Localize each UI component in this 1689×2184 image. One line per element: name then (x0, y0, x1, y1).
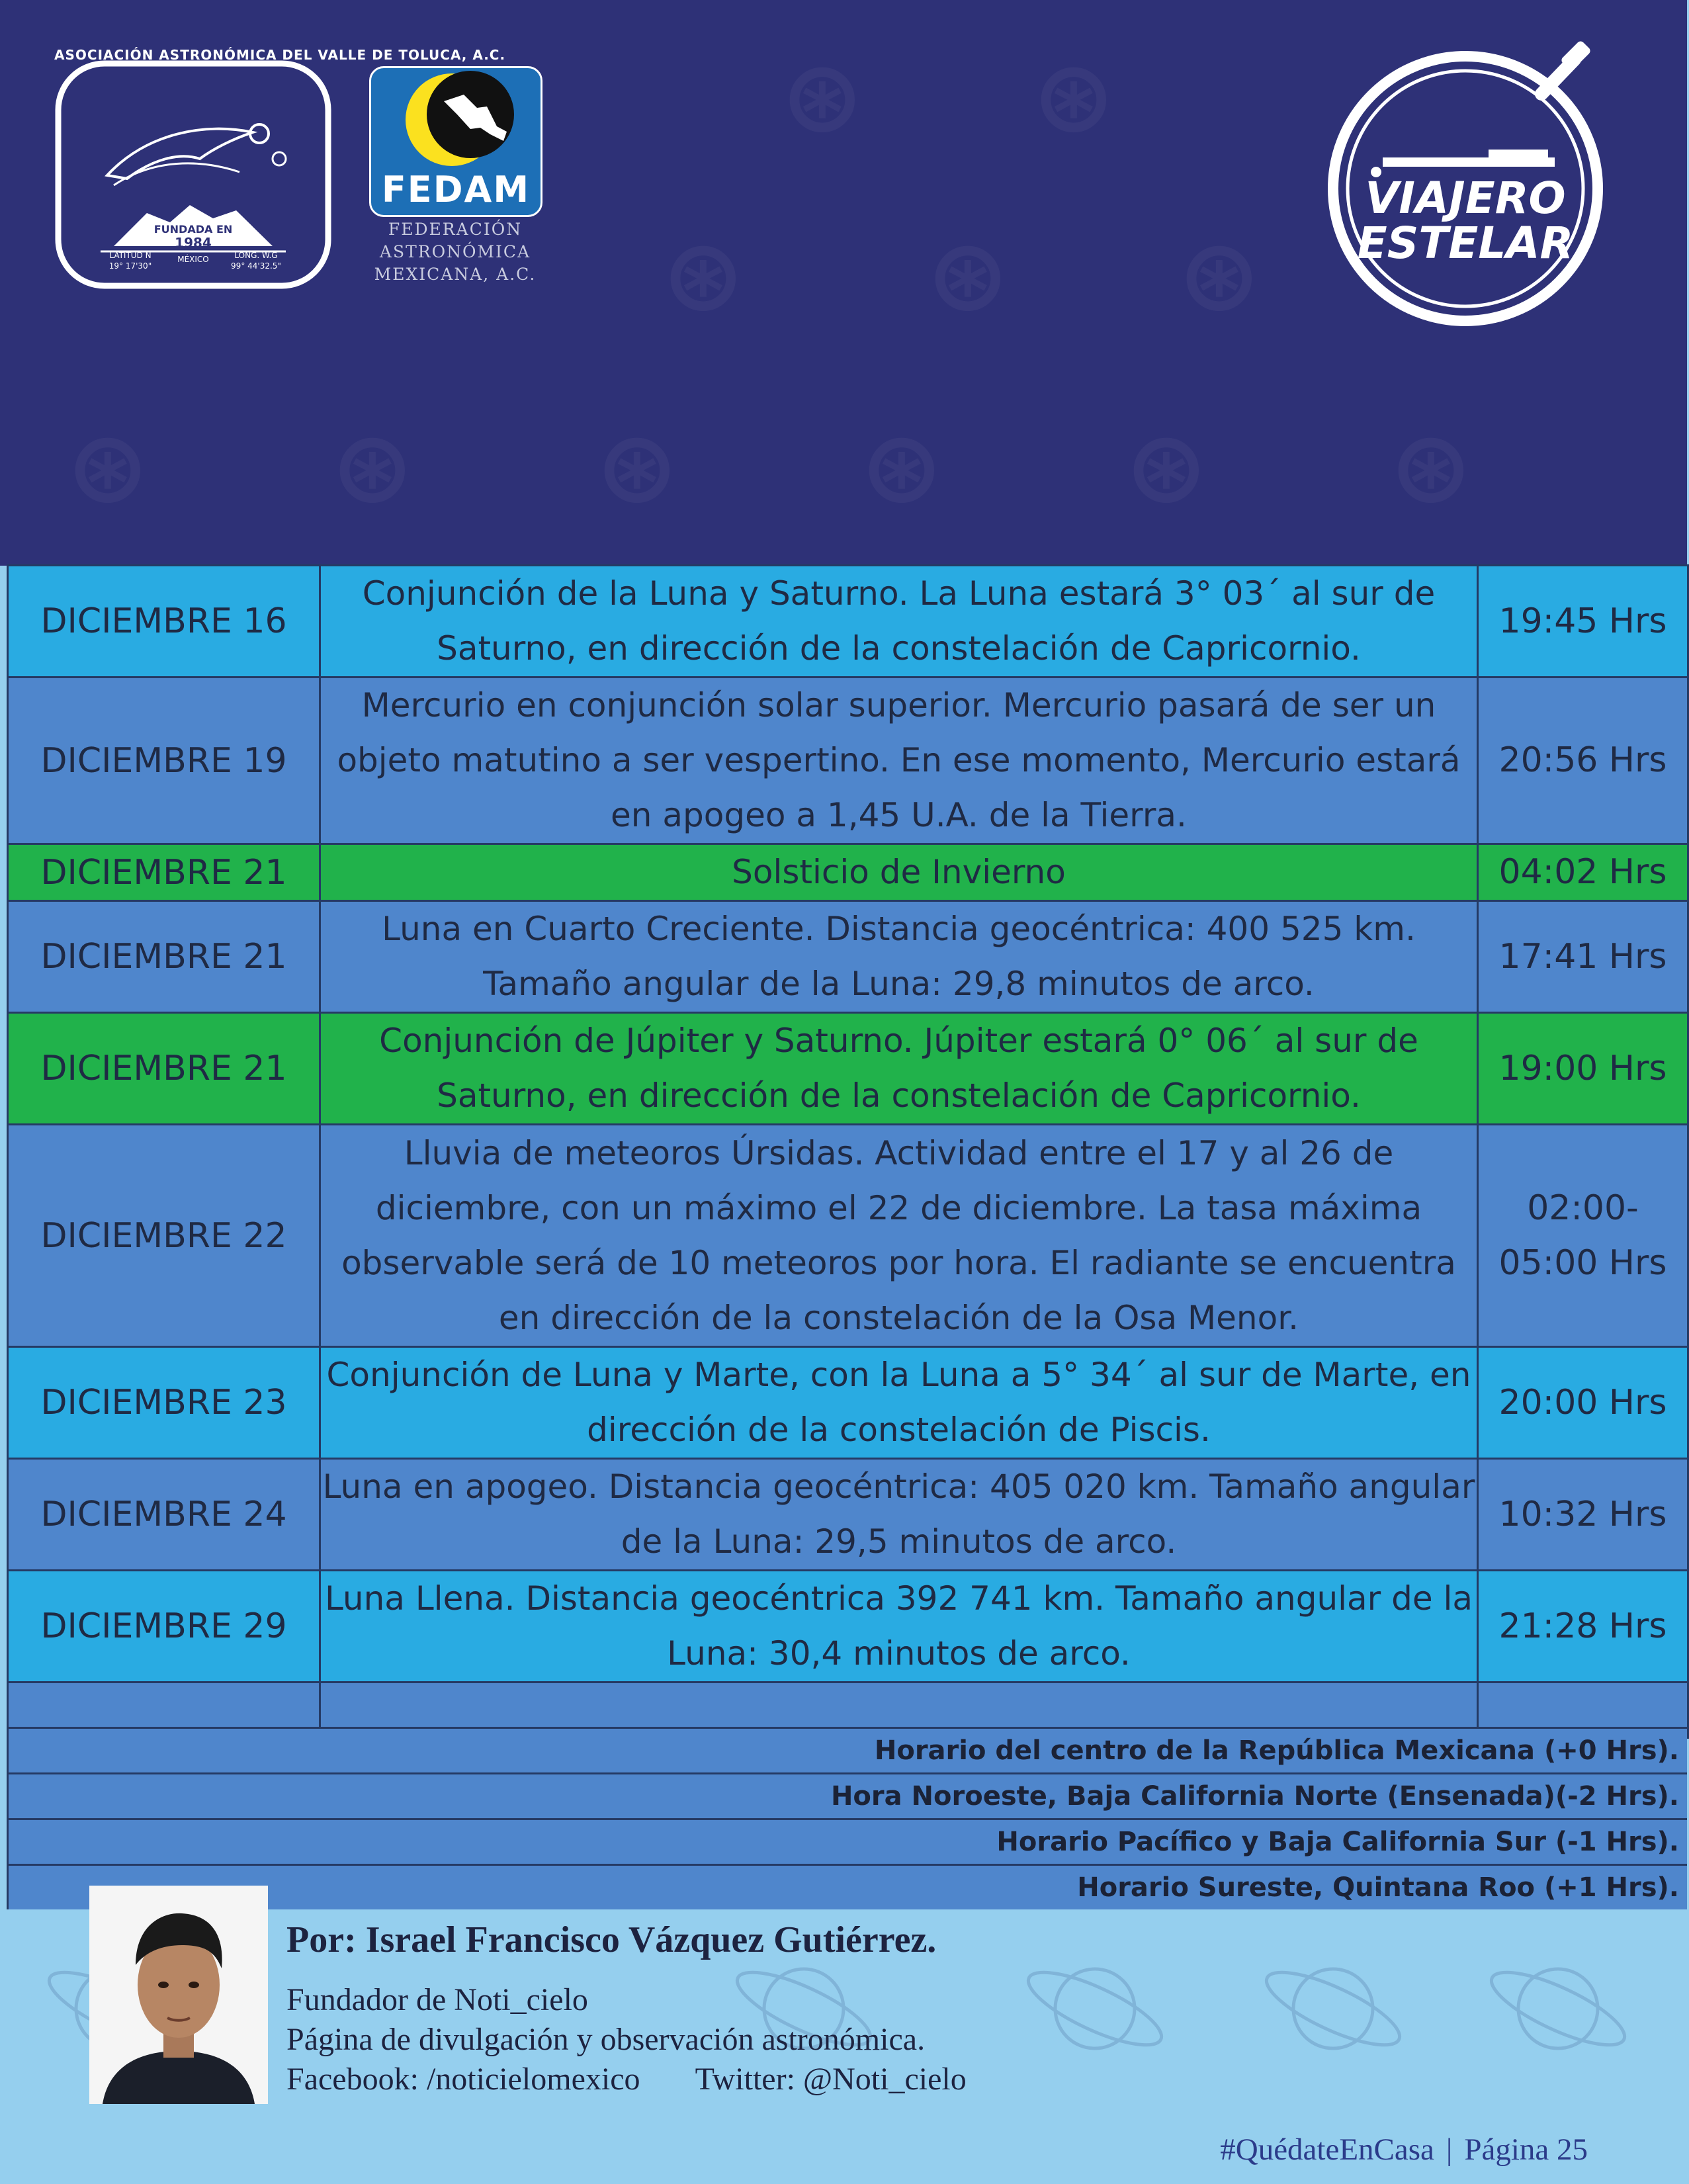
page-footer (1220, 2132, 1588, 2167)
avt-lat-value: 19° 17'30" (108, 261, 152, 271)
planet-icon (1257, 1949, 1409, 2068)
event-time: 21:28 Hrs (1478, 1571, 1688, 1682)
event-time: 04:02 Hrs (1478, 844, 1688, 901)
event-date: DICIEMBRE 19 (8, 677, 320, 844)
author-byline: Por: Israel Francisco Vázquez Gutiérrez. (286, 1919, 937, 1960)
fedam-logo (369, 66, 542, 284)
event-description: Solsticio de Invierno (320, 844, 1478, 901)
author-photo (89, 1886, 268, 2104)
planet-icon (1482, 1949, 1634, 2068)
event-description: Conjunción de Júpiter y Saturno. Júpiter estará 0° 06´ al sur de Saturno, en dirección de la constelación de Capricornio. (320, 1013, 1478, 1125)
fedam-subtitle (356, 218, 554, 286)
twitter-link[interactable]: Twitter: @Noti_cielo (695, 2062, 967, 2097)
event-time: 20:00 Hrs (1478, 1347, 1688, 1459)
event-description: Conjunción de Luna y Marte, con la Luna a 5° 34´ al sur de Marte, en dirección de la constelación de Piscis. (320, 1347, 1478, 1459)
pattern-glyph (781, 40, 864, 155)
event-date: DICIEMBRE 24 (8, 1459, 320, 1571)
pattern-glyph (66, 410, 150, 525)
event-description: Conjunción de la Luna y Saturno. La Luna estará 3° 03´ al sur de Saturno, en dirección de la constelación de Capricornio. (320, 566, 1478, 677)
event-date: DICIEMBRE 16 (8, 566, 320, 677)
table-row (8, 1013, 1688, 1125)
timezone-note: Hora Noroeste, Baja California Norte (Ensenada)(-2 Hrs). (7, 1772, 1687, 1818)
pattern-glyph (331, 410, 414, 525)
author-page-description: Página de divulgación y observación astronómica. (286, 2022, 926, 2057)
timezone-note: Horario Pacífico y Baja California Sur (-1 Hrs). (7, 1818, 1687, 1864)
author-role: Fundador de Noti_cielo (286, 1982, 588, 2017)
page-number: Página 25 (1464, 2132, 1588, 2167)
avt-name: ASOCIACIÓN ASTRONÓMICA DEL VALLE DE TOLUCA, A.C. (54, 47, 506, 63)
table-row (8, 844, 1688, 901)
author-social (286, 2061, 967, 2097)
event-date: DICIEMBRE 29 (8, 1571, 320, 1682)
pattern-glyph (1178, 218, 1261, 333)
event-time: 17:41 Hrs (1478, 901, 1688, 1013)
avt-long-value: 99° 44'32.5" (231, 261, 281, 271)
event-description: Mercurio en conjunción solar superior. Mercurio pasará de ser un objeto matutino a ser vespertino. En ese momento, Mercurio estará en apogeo a 1,45 U.A. de la Tierra. (320, 677, 1478, 844)
viajero-estelar-logo (1323, 40, 1621, 337)
hashtag: #QuédateEnCasa (1220, 2132, 1434, 2167)
pattern-glyph (1032, 40, 1115, 155)
event-date: DICIEMBRE 21 (8, 844, 320, 901)
table-row (8, 901, 1688, 1013)
avt-founded-year: 1984 (175, 235, 212, 251)
avt-long-label: LONG. W.G (234, 251, 278, 260)
event-time: 10:32 Hrs (1478, 1459, 1688, 1571)
event-date: DICIEMBRE 23 (8, 1347, 320, 1459)
pattern-glyph (1389, 410, 1473, 525)
events-table (7, 564, 1689, 1739)
pattern-glyph (926, 218, 1010, 333)
table-row (8, 566, 1688, 677)
table-row (8, 1125, 1688, 1347)
event-time: 02:00-05:00 Hrs (1478, 1125, 1688, 1347)
event-time: 19:45 Hrs (1478, 566, 1688, 677)
fedam-sub-line: ASTRONÓMICA (379, 242, 531, 261)
table-row (8, 1347, 1688, 1459)
event-date: DICIEMBRE 21 (8, 901, 320, 1013)
event-time: 19:00 Hrs (1478, 1013, 1688, 1125)
planet-icon (1019, 1949, 1171, 2068)
table-row (8, 1571, 1688, 1682)
pattern-glyph (595, 410, 679, 525)
viajero-line1: VIAJERO (1365, 173, 1566, 224)
event-description: Luna en apogeo. Distancia geocéntrica: 405 020 km. Tamaño angular de la Luna: 29,5 minutos de arco. (320, 1459, 1478, 1571)
fedam-badge (369, 66, 542, 217)
fedam-moon-icon (371, 68, 541, 174)
fedam-sub-line: MEXICANA, A.C. (374, 265, 537, 284)
timezone-note: Horario Sureste, Quintana Roo (+1 Hrs). (7, 1864, 1687, 1909)
facebook-link[interactable]: Facebook: /noticielomexico (286, 2062, 640, 2097)
fedam-sub-line: FEDERACIÓN (388, 220, 523, 239)
footer-separator: | (1446, 2132, 1453, 2167)
viajero-line2: ESTELAR (1357, 218, 1574, 269)
avt-founded-place: MÉXICO (177, 255, 209, 264)
header-banner (0, 0, 1687, 566)
event-description: Luna Llena. Distancia geocéntrica 392 741 km. Tamaño angular de la Luna: 30,4 minutos de arco. (320, 1571, 1478, 1682)
avt-lat-label: LATITUD N (109, 251, 152, 260)
event-date: DICIEMBRE 22 (8, 1125, 320, 1347)
pattern-glyph (860, 410, 943, 525)
avt-founded-label: FUNDADA EN (153, 223, 233, 236)
fedam-name: FEDAM (381, 169, 531, 210)
event-time: 20:56 Hrs (1478, 677, 1688, 844)
timezone-note: Horario del centro de la República Mexicana (+0 Hrs). (7, 1727, 1687, 1772)
event-description: Luna en Cuarto Creciente. Distancia geocéntrica: 400 525 km. Tamaño angular de la Luna: 29,8 minutos de arco. (320, 901, 1478, 1013)
author-avatar (89, 1886, 268, 2104)
table-row (8, 1459, 1688, 1571)
pattern-glyph (1125, 410, 1208, 525)
event-description: Lluvia de meteoros Úrsidas. Actividad entre el 17 y al 26 de diciembre, con un máximo el 22 de diciembre. La tasa máxima observable será de 10 meteoros por hora. El radiante se encuentra en dirección de la constelación de la Osa Menor. (320, 1125, 1478, 1347)
event-date: DICIEMBRE 21 (8, 1013, 320, 1125)
table-row (8, 677, 1688, 844)
pattern-glyph (662, 218, 745, 333)
